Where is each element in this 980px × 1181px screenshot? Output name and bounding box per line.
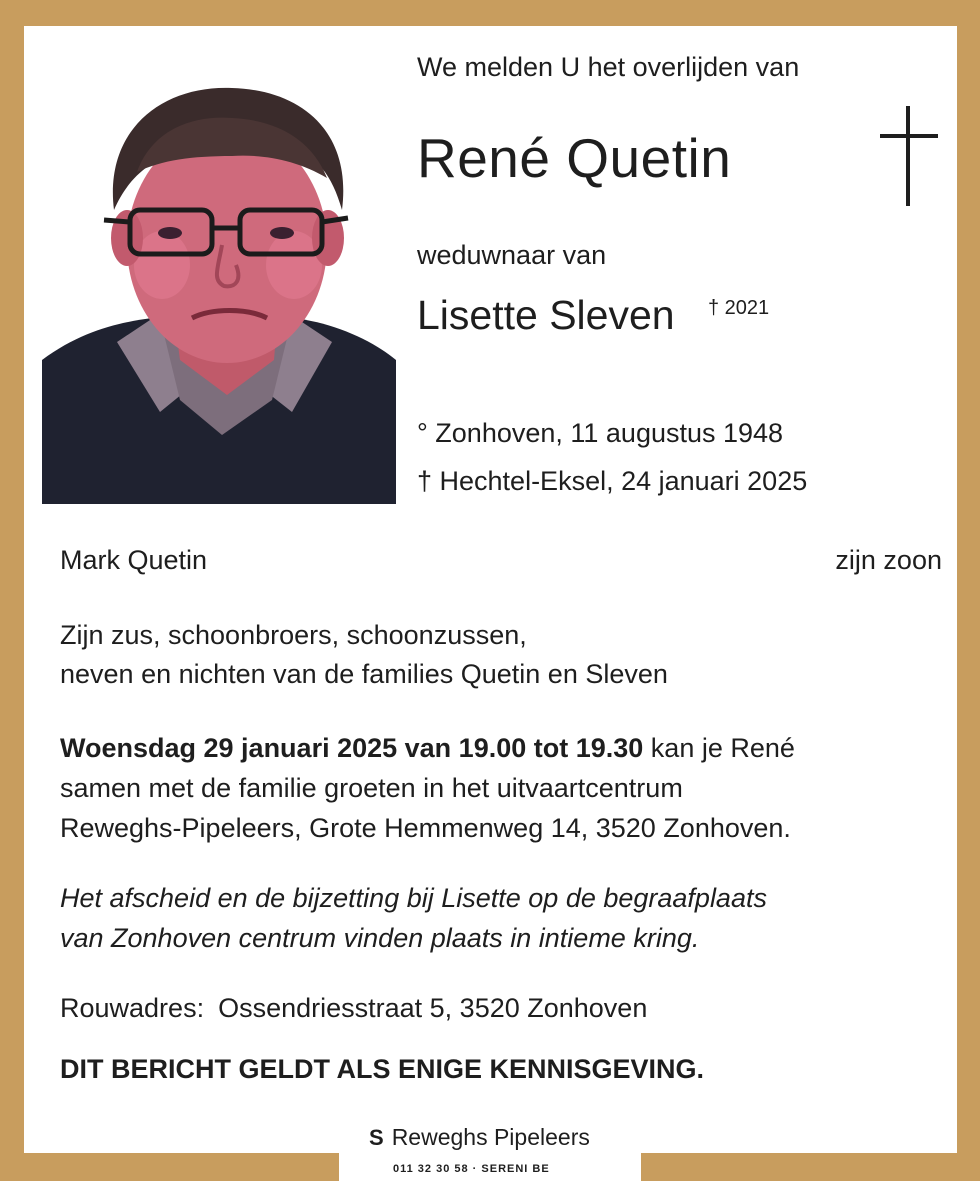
family-paragraph (60, 616, 668, 694)
intro-text: We melden U het overlijden van (417, 52, 800, 82)
farewell-line: Het afscheid en de bijzetting bij Lisette op de begraafplaats (60, 883, 767, 913)
spouse-death-year: † 2021 (708, 297, 770, 319)
spouse-name: Lisette Sleven (417, 292, 675, 338)
death-line: † Hechtel-Eksel, 24 januari 2025 (417, 466, 808, 496)
widower-label: weduwnaar van (417, 240, 607, 270)
brand-logo-icon: S (369, 1125, 384, 1150)
farewell-line: van Zonhoven centrum vinden plaats in intieme kring. (60, 923, 700, 953)
address-value: Ossendriesstraat 5, 3520 Zonhoven (218, 993, 648, 1023)
funeral-home-contact: 011 32 30 58 · SERENI BE (393, 1163, 550, 1175)
notice-text: DIT BERICHT GELDT ALS ENIGE KENNISGEVING. (60, 1054, 705, 1084)
funeral-home-brand (369, 1124, 590, 1151)
farewell-paragraph (60, 878, 767, 958)
relative-name: Mark Quetin (60, 545, 208, 575)
brand-name: Reweghs Pipeleers (391, 1124, 590, 1150)
cross-icon (880, 106, 938, 208)
portrait-photo (42, 60, 396, 504)
visitation-line (60, 728, 795, 768)
visitation-text: kan je René (643, 733, 795, 763)
address-label: Rouwadres: (60, 993, 205, 1023)
deceased-name: René Quetin (417, 127, 732, 189)
mourning-address (60, 993, 647, 1024)
visitation-datetime: Woensdag 29 januari 2025 van 19.00 tot 19.30 (60, 733, 644, 763)
visitation-paragraph (60, 728, 795, 848)
family-line: Zijn zus, schoonbroers, schoonzussen, (60, 620, 527, 650)
birth-line: ° Zonhoven, 11 augustus 1948 (417, 418, 784, 448)
relative-relation: zijn zoon (835, 545, 942, 575)
visitation-line: samen met de familie groeten in het uitvaartcentrum (60, 773, 683, 803)
visitation-line: Reweghs-Pipeleers, Grote Hemmenweg 14, 3520 Zonhoven. (60, 813, 791, 843)
family-line: neven en nichten van de families Quetin en Sleven (60, 659, 668, 689)
